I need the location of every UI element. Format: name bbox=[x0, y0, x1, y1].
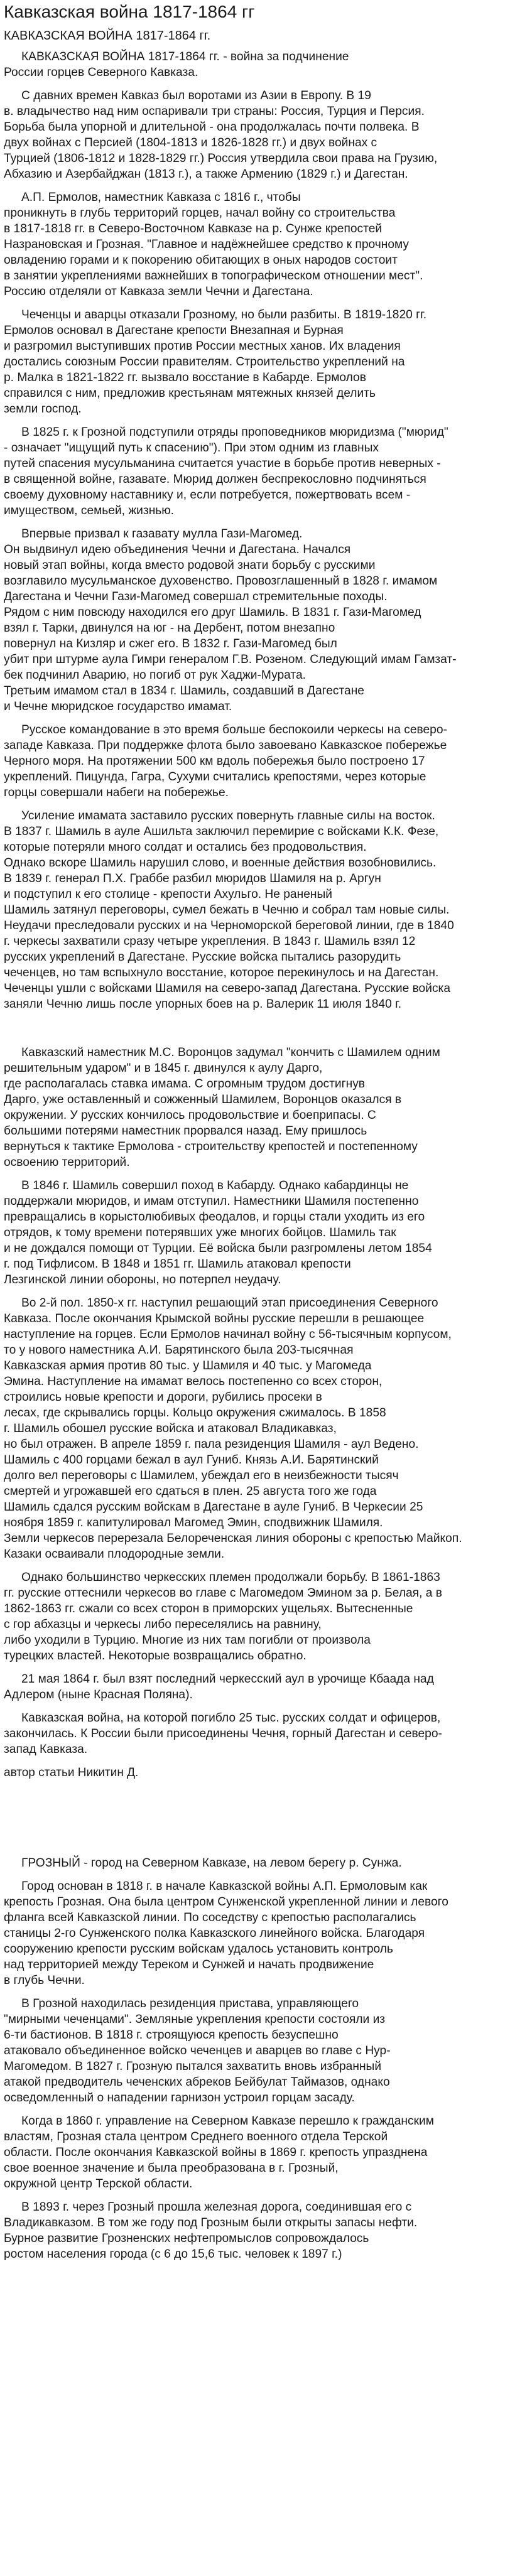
paragraph: Город основан в 1818 г. в начале Кавказской войны А.П. Ермоловым как крепость Грозная. Она была центром Сунженской укрепленной линии и левого фланга всей Кавказской линии. По соседству с крепостью располагались станицы 2-го Сунженского полка Кавказского линейного войска. Благодаря сооружению крепости русским войскам удалось установить контроль над территорией между Тереком и Сунжей и начать продвижение в глубь Чечни. bbox=[4, 1880, 448, 1987]
paragraph: Во 2-й пол. 1850-х гг. наступил решающий этап присоединения Северного Кавказа. После окончания Крымской войны русские перешли в решающее наступление на горцев. Если Ермолов начинал войну с 56-тысячным корпусом, то у нового наместника А.И. Барятинского была 203-тысячная Кавказская армия против 80 тыс. у Шамиля и 40 тыс. у Магомеда Эмина. Наступление на имамат велось постепенно со всех сторон, строились новые крепости и дороги, рубились просеки в лесах, где скрывались горцы. Кольцо окружения сжималось. В 1858 г. Шамиль обошел русские войска и атаковал Владикавказ, но был отражен. В апреле 1859 г. пала резиденция Шамиля - аул Ведено. Шамиль с 400 горцами бежал в аул Гуниб. Князь А.И. Барятинский долго вел переговоры с Шамилем, убеждал его в неизбежности тысяч смертей и угрожавшей его сдаться в плен. 25 августа того же года Шамиль сдался русским войскам в Дагестане в ауле Гуниб. В Черкесии 25 ноября 1859 г. капитулировал Магомед Эмин, сподвижник Шамиля. Земли черкесов перерезала Белореченская линия обороны с крепостью Майкоп. Казаки осваивали плодородные земли. bbox=[4, 1296, 462, 1561]
paragraph: Чеченцы и аварцы отказали Грозному, но были разбиты. В 1819-1820 гг. Ермолов основал в Дагестане крепости Внезапная и Бурная и разгромил выступивших против России местных ханов. Их владения достались союзным России правителям. Строительство укреплений на р. Малка в 1821-1822 гг. вызвало восстание в Кабарде. Ермолов справился с ним, предложив крестьянам мятежных князей делить земли господ. bbox=[4, 308, 427, 416]
spacer bbox=[4, 1780, 528, 1855]
paragraph: Русское командование в это время больше беспокоили черкесы на северо- западе Кавказа. При поддержке флота было завоевано Кавказское побережье Черного моря. На протяжении 500 км вдоль побережья было построено 17 укреплений. Пицунда, Гагра, Сухуми считались крепостями, через которые горцы совершали набеги на побережье. bbox=[4, 723, 447, 799]
paragraph: КАВКАЗСКАЯ ВОЙНА 1817-1864 гг. - война за подчинение России горцев Северного Кавказа. bbox=[4, 50, 349, 79]
article-kavkazskaya-voina bbox=[4, 28, 528, 1780]
paragraph: С давних времен Кавказ был воротами из Азии в Европу. В 19 в. владычество над ним оспаривали три страны: Россия, Турция и Персия. Борьба была упорной и длительной - она продолжалась почти полвека. В двух войнах с Персией (1804-1813 и 1826-1828 гг.) и двух войнах с Турцией (1806-1812 и 1828-1829 гг.) Россия утвердила свои права на Грузию, Абхазию и Азербайджан (1813 г.), а также Армению (1829 г.) и Дагестан. bbox=[4, 89, 438, 181]
paragraph: Впервые призвал к газавату мулла Гази-Магомед. Он выдвинул идею объединения Чечни и Дагестана. Начался новый этап войны, когда вместо родовой знати борьбу с русскими возглавило мусульманское духовенство. Провозглашенный в 1828 г. имамом Дагестана и Чечни Гази-Магомед совершал стремительные походы. Рядом с ним повсюду находился его друг Шамиль. В 1831 г. Гази-Магомед взял г. Тарки, двинулся на юг - на Дербент, потом внезапно повернул на Кизляр и сжег его. В 1832 г. Гази-Магомед был убит при штурме аула Гимри генералом Г.В. Розеном. Следующий имам Гамзат- бек подчинил Аварию, но погиб от рук Хаджи-Мурата. Третьим имамом стал в 1834 г. Шамиль, создавший в Дагестане и Чечне мюридское государство имамат. bbox=[4, 527, 457, 713]
paragraph: А.П. Ермолов, наместник Кавказа с 1816 г., чтобы проникнуть в глубь территорий горцев, начал войну со строительства в 1817-1818 гг. в Северо-Восточном Кавказе на р. Сунже крепостей Назрановская и Грозная. "Главное и надёжнейшее средство к прочному овладению горами и к покорению обитающих в оных народов состоит в занятии укреплениями важнейших в топографическом отношении мест". Россию отделяли от Кавказа земли Чечни и Дагестана. bbox=[4, 191, 423, 298]
paragraph: Усиление имамата заставило русских повернуть главные силы на восток. В 1837 г. Шамиль в ауле Ашильта заключил перемирие с войсками К.К. Фезе, которые потеряли много солдат и остались без продовольствия. Однако вскоре Шамиль нарушил слово, и военные действия возобновились. В 1839 г. генерал П.Х. Граббе разбил мюридов Шамиля на р. Аргун и подступил к его столице - крепости Ахульго. Не раненый Шамиль затянул переговоры, сумел бежать в Чечню и собрал там новые силы. Неудачи преследовали русских и на Черноморской береговой линии, где в 1840 г. черкесы захватили сразу четыре укрепления. В 1843 г. Шамиль взял 12 русских укреплений в Дагестане. Русские войска пытались разорудить чеченцев, но там вспыхнуло восстание, которое перекинулось и на Дагестан. Чеченцы ушли с войсками Шамиля на северо-запад Дагестана. Русские войска заняли Чечню лишь после упорных боев на р. Валерик 11 июля 1840 г. bbox=[4, 809, 454, 1011]
paragraph: Кавказская война, на которой погибло 25 тыс. русских солдат и офицеров, закончилась. К России были присоединены Чечня, горный Дагестан и северо- запад Кавказа. bbox=[4, 1711, 442, 1756]
article-body bbox=[4, 49, 528, 1757]
paragraph: Кавказский наместник М.С. Воронцов задумал "кончить с Шамилем одним решительным ударом" и в 1845 г. двинулся к аулу Дарго, где располагалась ставка имама. С огромным трудом достигнув Дарго, уже оставленный и сожженный Шамилем, Воронцов оказался в окружении. У русских кончилось продовольствие и боеприпасы. С большими потерями наместник прорвался назад. Ему пришлось вернуться к тактике Ермолова - строительству крепостей и постепенному освоению территорий. bbox=[4, 1046, 440, 1169]
article-grozny bbox=[4, 1855, 528, 2262]
page-title: Кавказская война 1817-1864 гг bbox=[4, 2, 255, 21]
paragraph: В 1893 г. через Грозный прошла железная дорога, соединившая его с Владикавказом. В том же году под Грозным были открыты запасы нефти. Бурное развитие Грозненских нефтепромыслов сопровождалось ростом населения города (с 6 до 15,6 тыс. человек к 1897 г.) bbox=[4, 2201, 418, 2261]
paragraph: Однако большинство черкесских племен продолжали борьбу. В 1861-1863 гг. русские оттеснили черкесов во главе с Магомедом Эмином за р. Белая, а в 1862-1863 гг. сжали со всех сторон в приморских ущельях. Вытесненные с гор абхазцы и черкесы либо переселялись на равнину, либо уходили в Турцию. Многие из них там погибли от произвола турецких властей. Некоторые возвращались обратно. bbox=[4, 1571, 442, 1663]
paragraph: В 1825 г. к Грозной подступили отряды проповедников мюридизма ("мюрид" - означает "ищущий путь к спасению"). При этом одним из главных путей спасения мусульманина считается участие в борьбе против неверных - в священной войне, газавате. Мюрид должен беспрекословно подчиняться своему духовному наставнику и, если потребуется, пожертвовать всем - имуществом, семьей, жизнью. bbox=[4, 426, 448, 517]
article-author: автор статьи Никитин Д. bbox=[4, 1766, 139, 1779]
paragraph: 21 мая 1864 г. был взят последний черкесский аул в урочище Кбаада над Адлером (ныне Красная Поляна). bbox=[4, 1673, 434, 1701]
spacer bbox=[4, 1020, 528, 1045]
paragraph: Когда в 1860 г. управление на Северном Кавказе перешло к гражданским властям, Грозная стала центром Среднего военного отдела Терской области. После окончания Кавказской войны в 1869 г. крепость упразднена свое военное значение и была преобразована в г. Грозный, окружной центр Терской области. bbox=[4, 2115, 434, 2191]
paragraph: ГРОЗНЫЙ - город на Северном Кавказе, на левом берегу р. Сунжа. bbox=[21, 1857, 402, 1870]
article-body bbox=[4, 1855, 528, 2262]
paragraph: В 1846 г. Шамиль совершил поход в Кабарду. Однако кабардинцы не поддержали мюридов, и имам отступил. Наместники Шамиля постепенно превращались в корыстолюбивых феодалов, и горцы стали уходить из его отрядов, к тому времени потерявших уже многих бойцов. Шамиль так и не дождался помощи от Турции. Её войска были разгромлены летом 1854 г. под Тифлисом. В 1848 и 1851 гг. Шамиль атаковал крепости Лезгинской линии обороны, но потерпел неудачу. bbox=[4, 1179, 432, 1286]
article-title: КАВКАЗСКАЯ ВОЙНА 1817-1864 гг. bbox=[4, 29, 211, 43]
paragraph: В Грозной находилась резиденция пристава, управляющего "мирными чеченцами". Земляные укрепления крепости состояли из 6-ти бастионов. В 1818 г. строящуюся крепость безуспешно атаковало объединенное войско чеченцев и аварцев во главе с Нур- Магомедом. В 1827 г. Грозную пытался захватить вновь избранный атакой предводитель чеченских абреков Бейбулат Таймазов, однако осведомленный о нападении гарнизон устроил горцам засаду. bbox=[4, 1997, 391, 2104]
